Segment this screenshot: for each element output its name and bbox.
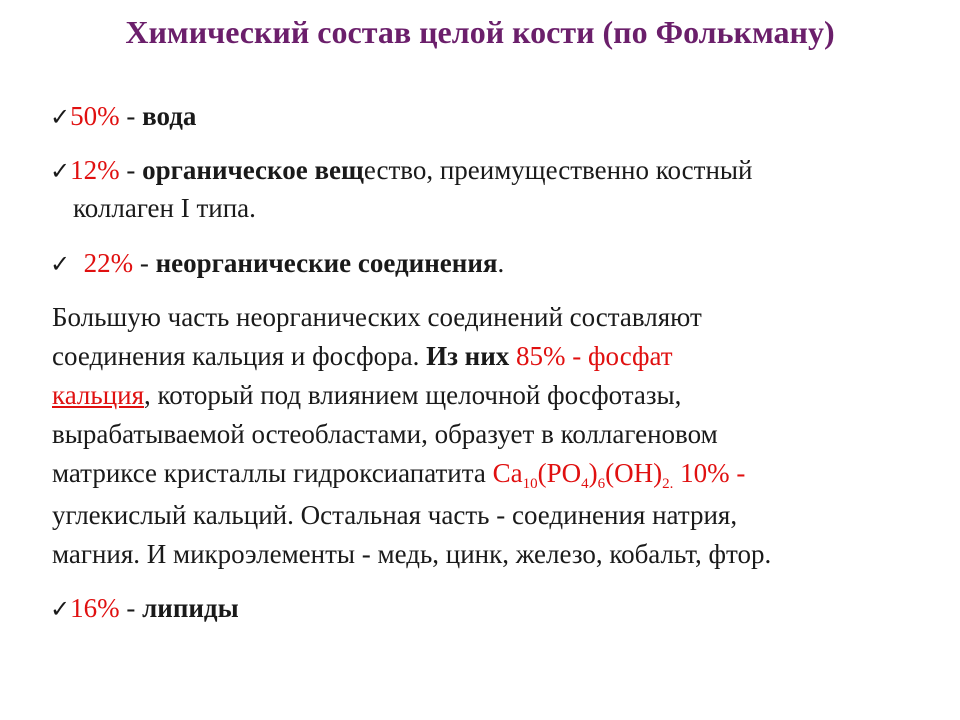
item-label: неорганические соединения (155, 248, 498, 278)
list-item-lipids (50, 592, 239, 625)
item-label: липиды (142, 593, 239, 623)
formula-part: (OH) (605, 458, 663, 488)
text: соединения кальция и фосфора. (52, 341, 427, 371)
paragraph-line-6: углекислый кальций. Остальная часть - соединения натрия, (52, 500, 738, 530)
text: матриксе кристаллы гидроксиапатита (52, 458, 493, 488)
item-label: вода (142, 101, 197, 131)
highlight-text: 85% - фосфат (509, 341, 673, 371)
check-icon: ✓ (50, 595, 71, 623)
percent-value: 12% (70, 155, 120, 185)
item-label-rest: ество, преимущественно костный (363, 155, 753, 185)
highlight-text: кальция (52, 380, 145, 410)
formula-subscript: 2. (662, 476, 674, 492)
percent-value: 16% (70, 593, 120, 623)
paragraph-line-3 (52, 379, 681, 411)
list-item-organic-continuation: коллаген I типа. (73, 193, 256, 223)
check-icon: ✓ (50, 103, 71, 131)
formula-subscript: 10 (522, 476, 538, 492)
highlight-text: 10% - (673, 458, 746, 488)
paragraph-line-2 (52, 340, 673, 372)
item-label-bold: органическое вещ (142, 155, 364, 185)
dash: - (133, 248, 156, 278)
list-item-water (50, 100, 196, 133)
text: , который под влиянием щелочной фосфотазы, (144, 380, 682, 410)
dash: - (119, 593, 143, 623)
formula-part: Ca (492, 458, 523, 488)
list-item-inorganic (50, 247, 504, 280)
paragraph-line-1: Большую часть неорганических соединений составляют (52, 302, 702, 332)
formula-subscript: 6 (597, 476, 606, 492)
list-item-organic (50, 154, 753, 187)
dash: - (119, 101, 143, 131)
chemical-formula (492, 458, 674, 492)
paragraph-line-5 (52, 457, 746, 492)
dash: - (119, 155, 143, 185)
formula-subscript: 4 (581, 476, 589, 492)
percent-value: 50% (70, 101, 120, 131)
bold-text: Из них (426, 341, 510, 371)
slide-title: Химический состав целой кости (по Фолькману) (125, 14, 835, 50)
paragraph-line-4: вырабатываемой остеобластами, образует в коллагеновом (52, 419, 718, 449)
check-icon: ✓ (50, 250, 71, 278)
check-icon: ✓ (50, 157, 71, 185)
period: . (497, 248, 505, 278)
paragraph-line-7: магния. И микроэлементы - медь, цинк, железо, кобальт, фтор. (52, 539, 772, 569)
percent-value: 22% (83, 248, 134, 278)
formula-part: (PO (537, 458, 582, 488)
formula-part: ) (588, 458, 598, 488)
